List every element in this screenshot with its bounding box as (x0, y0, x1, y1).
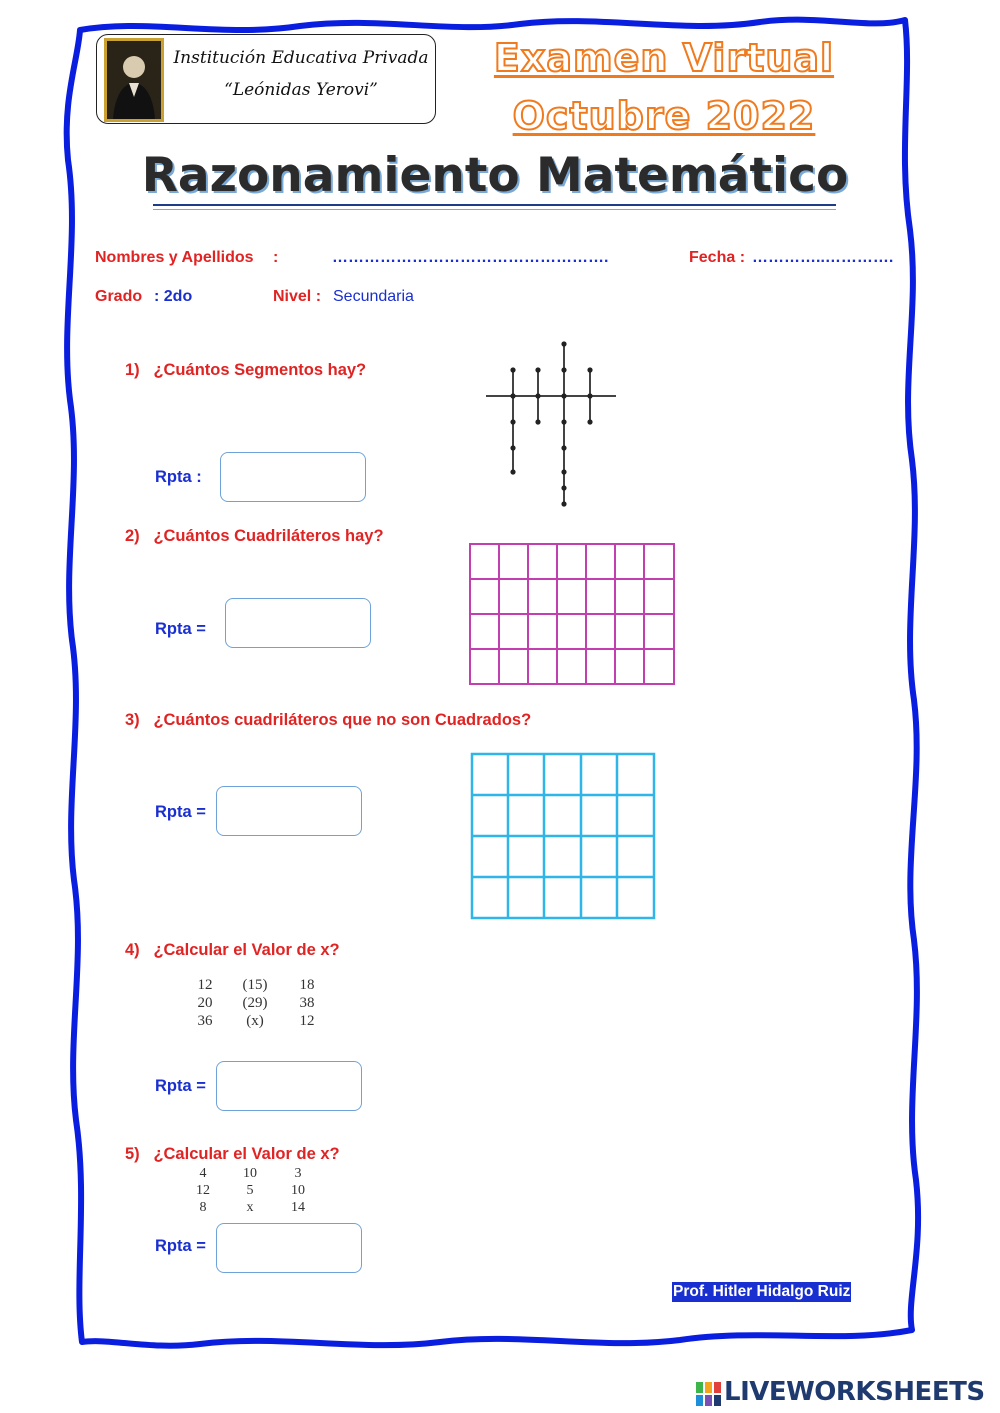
question-5 (125, 1145, 340, 1164)
table-row (190, 1200, 312, 1217)
names-field[interactable]: ……………………………………………. (332, 249, 609, 266)
answer-5-label: Rpta = (155, 1237, 206, 1255)
answer-1-label: Rpta : (155, 468, 202, 486)
table-cell: 3 (294, 1166, 302, 1181)
quadrilaterals-grid-figure (468, 542, 678, 686)
answer-5-input[interactable] (216, 1223, 362, 1273)
title-underline-shadow (153, 209, 836, 210)
founder-portrait (104, 38, 164, 122)
question-4 (125, 941, 340, 960)
question-3 (125, 711, 531, 730)
main-title: Razonamiento Matemático (141, 148, 849, 203)
question-1-text: ¿Cuántos Segmentos hay? (153, 361, 367, 379)
answer-2-input[interactable] (225, 598, 371, 648)
table-cell: 10 (243, 1166, 257, 1181)
table-row (190, 1166, 312, 1183)
answer-4-input[interactable] (216, 1061, 362, 1111)
question-2-text: ¿Cuántos Cuadriláteros hay? (153, 527, 384, 545)
table-cell: 4 (199, 1166, 207, 1181)
question-3-number: 3) (125, 711, 140, 729)
date-field[interactable]: …………..…………. (752, 249, 894, 266)
answer-1-input[interactable] (220, 452, 366, 502)
table-row (190, 1013, 324, 1031)
segments-figure (480, 338, 620, 510)
question-4-text: ¿Calcular el Valor de x? (153, 941, 340, 959)
footer-brand[interactable]: LIVEWORKSHEETS (724, 1377, 985, 1407)
question-3-text: ¿Cuántos cuadriláteros que no son Cuadrados? (153, 711, 532, 729)
question-1-number: 1) (125, 361, 140, 379)
question-1 (125, 361, 366, 380)
table-cell: 12 (299, 1013, 315, 1029)
table-cell: 14 (291, 1200, 305, 1215)
table-row (190, 977, 324, 995)
question-2-number: 2) (125, 527, 140, 545)
institution-name-line2: “Leónidas Yerovi” (224, 80, 378, 100)
date-label: Fecha : (689, 249, 746, 266)
answer-3-label: Rpta = (155, 803, 206, 821)
question-5-number: 5) (125, 1145, 140, 1163)
answer-2-label: Rpta = (155, 620, 206, 638)
table-cell: 12 (197, 977, 213, 993)
table-cell: (29) (242, 995, 268, 1011)
exam-title-line1: Examen Virtual (493, 36, 835, 80)
table-cell: x (246, 1200, 254, 1215)
title-underline (153, 204, 836, 206)
table-cell: 18 (299, 977, 315, 993)
grade-value: : 2do (154, 288, 193, 305)
table-cell: 20 (197, 995, 213, 1011)
table-row (190, 1183, 312, 1200)
table-cell: 38 (299, 995, 315, 1011)
table-cell: 5 (246, 1183, 254, 1198)
exam-title-line2: Octubre 2022 (512, 94, 816, 138)
level-label: Nivel : (273, 288, 322, 305)
teacher-name: Prof. Hitler Hidalgo Ruiz (673, 1283, 851, 1300)
table-cell: 10 (291, 1183, 305, 1198)
answer-3-input[interactable] (216, 786, 362, 836)
question-4-number: 4) (125, 941, 140, 959)
grade-label: Grado (95, 288, 143, 305)
portrait-icon (107, 41, 161, 119)
non-square-quadrilaterals-grid-figure (470, 752, 656, 920)
question-4-number-table (190, 977, 324, 1031)
question-2 (125, 527, 384, 546)
answer-4-label: Rpta = (155, 1077, 206, 1095)
names-colon: : (273, 249, 279, 266)
names-label: Nombres y Apellidos (95, 249, 254, 266)
table-cell: 12 (196, 1183, 210, 1198)
question-5-number-table (190, 1166, 312, 1217)
question-5-text: ¿Calcular el Valor de x? (153, 1145, 340, 1163)
liveworksheets-logo-icon (696, 1382, 722, 1406)
institution-name-line1: Institución Educativa Privada (173, 48, 429, 68)
table-cell: (15) (242, 977, 268, 993)
table-cell: (x) (246, 1013, 264, 1029)
table-cell: 8 (199, 1200, 207, 1215)
table-row (190, 995, 324, 1013)
level-value: Secundaria (333, 288, 414, 305)
table-cell: 36 (197, 1013, 213, 1029)
